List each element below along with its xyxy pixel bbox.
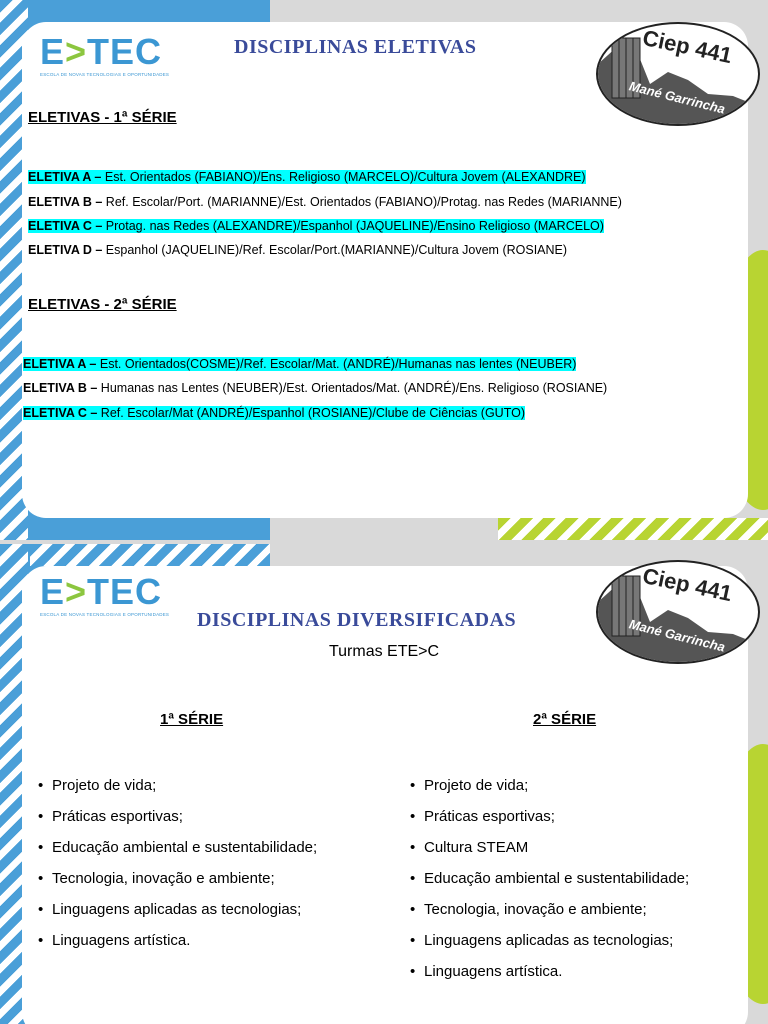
- list-item: • Linguagens aplicadas as tecnologias;: [410, 925, 740, 956]
- eletiva-row: ELETIVA A – Est. Orientados (FABIANO)/Ens. Religioso (MARCELO)/Cultura Jovem (ALEXANDRE): [28, 170, 586, 184]
- list-item: • Linguagens artística.: [410, 956, 740, 987]
- page-title: DISCIPLINAS DIVERSIFICADAS: [197, 609, 517, 631]
- list-item: • Tecnologia, inovação e ambiente;: [410, 894, 740, 925]
- list-item: • Educação ambiental e sustentabilidade;: [38, 832, 368, 863]
- slide-disciplinas-diversificadas: [0, 544, 768, 1024]
- green-stripes-decoration: [498, 518, 768, 540]
- eletiva-row: ELETIVA C – Protag. nas Redes (ALEXANDRE)/Espanhol (JAQUELINE)/Ensino Religioso (MARCELO): [28, 219, 604, 233]
- list-item: • Práticas esportivas;: [38, 801, 368, 832]
- etec-logo: E>TEC ESCOLA DE NOVAS TECNOLOGIAS E OPORTUNIDADES: [40, 571, 170, 617]
- list-1a-serie: [38, 770, 368, 956]
- ciep-stamp-logo: Ciep 441 Mané Garrincha: [596, 22, 760, 126]
- blue-stripes-decoration: [30, 544, 270, 566]
- eletiva-row: ELETIVA A – Est. Orientados(COSME)/Ref. Escolar/Mat. (ANDRÉ)/Humanas nas lentes (NEUBER): [23, 357, 577, 371]
- column-title-2a-serie: 2ª SÉRIE: [533, 711, 597, 728]
- eletiva-row: ELETIVA C – Ref. Escolar/Mat (ANDRÉ)/Espanhol (ROSIANE)/Clube de Ciências (GUTO): [23, 406, 526, 420]
- page-title: DISCIPLINAS ELETIVAS: [234, 36, 477, 58]
- list-2a-serie: [410, 770, 740, 987]
- eletiva-row: ELETIVA B – Ref. Escolar/Port. (MARIANNE)/Est. Orientados (FABIANO)/Protag. nas Redes (MARIANNE): [28, 195, 622, 209]
- list-item: • Projeto de vida;: [38, 770, 368, 801]
- subtitle-turmas: Turmas ETE>C: [328, 643, 440, 660]
- list-item: • Projeto de vida;: [410, 770, 740, 801]
- list-item: • Linguagens aplicadas as tecnologias;: [38, 894, 368, 925]
- list-item: • Práticas esportivas;: [410, 801, 740, 832]
- section-title-2a-serie: ELETIVAS - 2ª SÉRIE: [28, 296, 177, 313]
- ciep-stamp-logo: Ciep 441 Mané Garrincha: [596, 560, 760, 664]
- list-item: • Educação ambiental e sustentabilidade;: [410, 863, 740, 894]
- eletiva-row: ELETIVA D – Espanhol (JAQUELINE)/Ref. Escolar/Port.(MARIANNE)/Cultura Jovem (ROSIANE): [28, 243, 568, 257]
- list-item: • Cultura STEAM: [410, 832, 740, 863]
- section-title-1a-serie: ELETIVAS - 1ª SÉRIE: [28, 109, 177, 126]
- eletiva-row: ELETIVA B – Humanas nas Lentes (NEUBER)/Est. Orientados/Mat. (ANDRÉ)/Ens. Religioso (ROSIANE): [23, 381, 608, 395]
- column-title-1a-serie: 1ª SÉRIE: [160, 711, 224, 728]
- list-item: • Linguagens artística.: [38, 925, 368, 956]
- list-item: • Tecnologia, inovação e ambiente;: [38, 863, 368, 894]
- etec-logo: E>TEC ESCOLA DE NOVAS TECNOLOGIAS E OPORTUNIDADES: [40, 31, 170, 77]
